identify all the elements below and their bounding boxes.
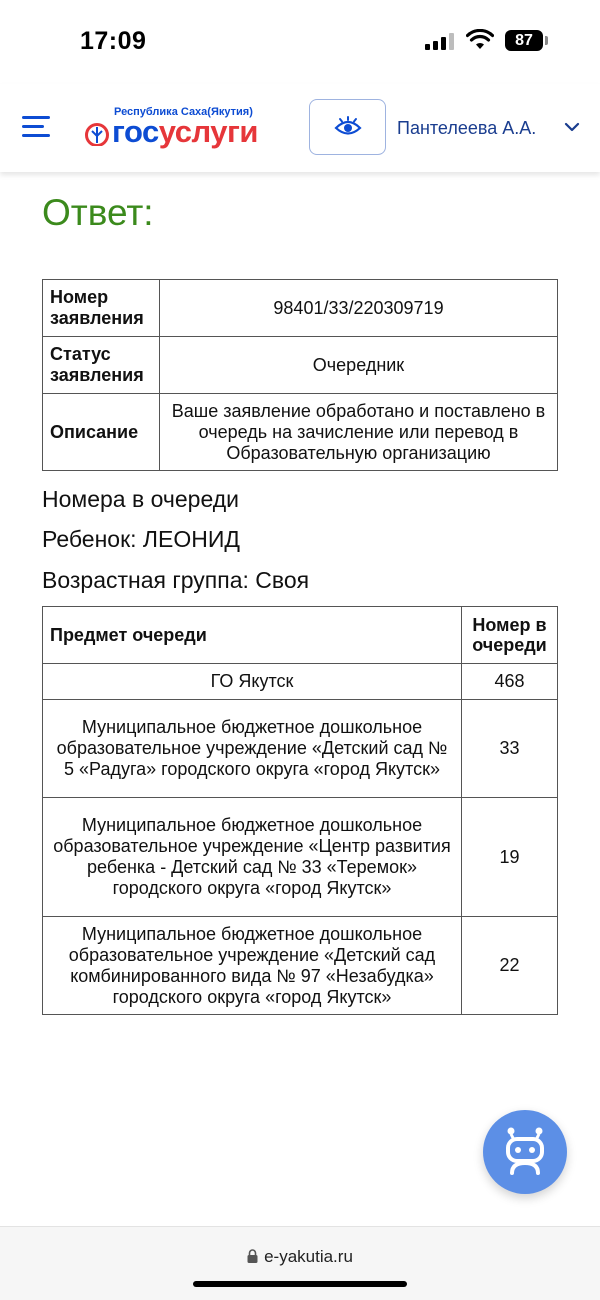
application-number-label: Номер заявления [43, 280, 160, 337]
queue-subject: Муниципальное бюджетное дошкольное образовательное учреждение «Детский сад № 5 «Радуга» городского округа «город Якутск» [43, 700, 462, 798]
column-header-number: Номер в очереди [462, 607, 558, 664]
application-status-value: Очередник [160, 337, 558, 394]
queue-number: 19 [462, 798, 558, 917]
application-info-table [42, 279, 558, 471]
queue-number: 468 [462, 664, 558, 700]
queue-table [42, 606, 558, 1015]
table-row [43, 798, 558, 917]
chat-bot-icon [502, 1127, 548, 1177]
queue-heading: Номера в очереди [42, 486, 239, 512]
status-bar [0, 0, 600, 80]
battery-icon: 87 [505, 30, 543, 51]
logo-region: Республика Саха(Якутия) [114, 106, 253, 118]
logo-name [112, 114, 258, 150]
browser-url-bar[interactable] [0, 1226, 600, 1300]
status-time: 17:09 [80, 27, 147, 55]
queue-subject: ГО Якутск [43, 664, 462, 700]
table-row [43, 280, 558, 337]
page-title: Ответ: [42, 192, 154, 233]
eye-icon [334, 116, 362, 138]
chevron-down-icon[interactable] [564, 120, 580, 134]
user-name[interactable]: Пантелеева А.А. [397, 118, 537, 138]
chat-bot-button[interactable] [483, 1110, 567, 1194]
gosuslugi-logo[interactable] [82, 106, 292, 154]
queue-number: 33 [462, 700, 558, 798]
child-line: Ребенок: ЛЕОНИД [42, 526, 240, 552]
age-group-line: Возрастная группа: Своя [42, 567, 310, 593]
home-indicator[interactable] [193, 1281, 407, 1287]
table-row [43, 337, 558, 394]
application-number-value: 98401/33/220309719 [160, 280, 558, 337]
table-row [43, 700, 558, 798]
url-display[interactable] [0, 1247, 600, 1267]
queue-number: 22 [462, 917, 558, 1015]
lock-icon [247, 1249, 258, 1263]
url-text: e-yakutia.ru [264, 1247, 353, 1266]
logo-part-1: гос [112, 114, 159, 149]
wifi-icon [466, 29, 494, 51]
menu-icon[interactable] [22, 114, 52, 140]
logo-part-2: услуги [158, 114, 258, 149]
application-description-label: Описание [43, 394, 160, 471]
battery-tip [545, 36, 548, 45]
application-description-value: Ваше заявление обработано и поставлено в очередь на зачисление или перевод в Образовательную организацию [160, 394, 558, 471]
emblem-icon [84, 122, 110, 146]
cellular-signal-icon [425, 32, 455, 50]
table-header-row [43, 607, 558, 664]
table-row [43, 664, 558, 700]
queue-subject: Муниципальное бюджетное дошкольное образовательное учреждение «Детский сад комбинированного вида № 97 «Незабудка» городского округа «город Якутск» [43, 917, 462, 1015]
application-status-label: Статус заявления [43, 337, 160, 394]
site-header [0, 84, 600, 172]
accessibility-button[interactable] [309, 99, 386, 155]
table-row [43, 917, 558, 1015]
queue-subject: Муниципальное бюджетное дошкольное образовательное учреждение «Центр развития ребенка - Детский сад № 33 «Теремок» городского округа «город Якутск» [43, 798, 462, 917]
column-header-subject: Предмет очереди [43, 607, 462, 664]
table-row [43, 394, 558, 471]
